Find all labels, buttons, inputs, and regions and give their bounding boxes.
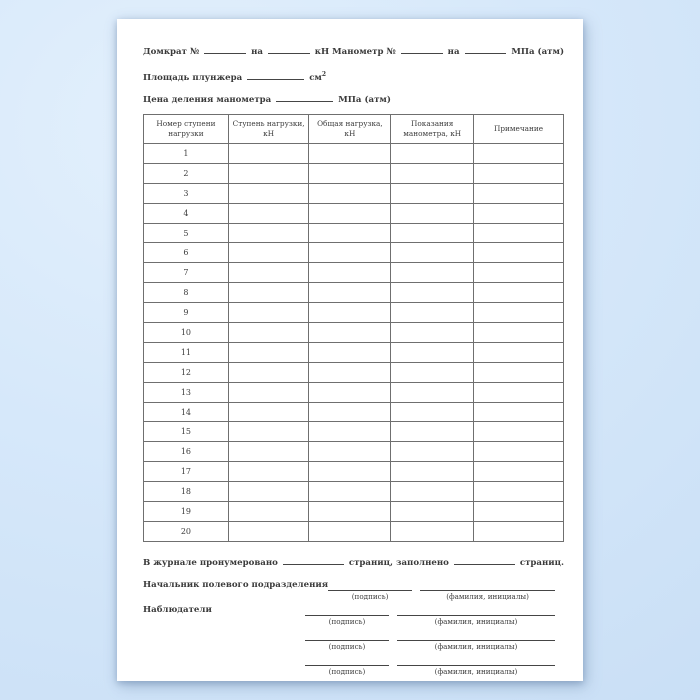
empty-cell [228,382,309,402]
table-row [144,342,564,362]
empty-cell [228,422,309,442]
jack-number-blank-field [204,44,246,54]
signature-role-label: Начальник полевого подразделения [143,579,329,590]
row-number-cell: 19 [144,502,229,522]
row-number-cell: 14 [144,402,229,422]
signature-name-line [397,630,555,641]
row-number-cell: 17 [144,462,229,482]
signature-sign-line [305,655,389,666]
table-row [144,402,564,422]
empty-cell [391,521,474,541]
manometer-range-blank-field [465,44,507,54]
empty-cell [391,482,474,502]
empty-cell [228,462,309,482]
scale-division-label: Цена деления манометра [143,95,272,105]
signature-role-label: Наблюдатели [143,604,212,615]
signature-row [143,630,564,651]
signature-sign-caption: (подпись) [351,591,389,601]
empty-cell [474,323,564,343]
table-row [144,362,564,382]
row-number-cell: 8 [144,283,229,303]
plunger-area-label: Площадь плунжера [143,73,243,83]
empty-cell [474,362,564,382]
signature-name-caption: (фамилия, инициалы) [434,616,518,626]
empty-cell [309,482,391,502]
empty-cell [391,382,474,402]
empty-cell [228,144,309,164]
row-number-cell: 7 [144,263,229,283]
empty-cell [309,263,391,283]
empty-cell [228,163,309,183]
load-steps-table [143,114,564,542]
signature-row [143,655,564,676]
empty-cell [228,223,309,243]
empty-cell [391,203,474,223]
signature-row [143,605,564,626]
empty-cell [309,283,391,303]
scale-division-blank-field [276,92,333,102]
empty-cell [228,263,309,283]
row-number-cell: 3 [144,183,229,203]
journal-numbered-label: В журнале пронумеровано [143,557,278,568]
empty-cell [391,323,474,343]
signature-name-caption: (фамилия, инициалы) [434,666,518,676]
empty-cell [309,303,391,323]
plunger-area-blank-field [247,70,304,80]
empty-cell [474,502,564,522]
table-row [144,323,564,343]
empty-cell [391,462,474,482]
table-row [144,243,564,263]
empty-cell [309,402,391,422]
row-number-cell: 13 [144,382,229,402]
empty-cell [391,144,474,164]
signature-name-line [397,605,555,616]
empty-cell [391,283,474,303]
plunger-area-unit: $см^2$ [309,71,327,83]
empty-cell [309,223,391,243]
empty-cell [391,243,474,263]
empty-cell [228,243,309,263]
jack-label: Домкрат № [143,47,200,57]
table-row [144,283,564,303]
filled-pages-blank-field [454,555,515,565]
header-cell-step-number: Номер ступени нагрузки [144,115,229,144]
empty-cell [228,402,309,422]
signature-column [397,605,555,626]
empty-cell [228,183,309,203]
empty-cell [391,422,474,442]
header-cell-load-step: Ступень нагрузки, кН [228,115,309,144]
row-number-cell: 6 [144,243,229,263]
empty-cell [228,502,309,522]
signature-sign-caption: (подпись) [328,616,366,626]
table-row [144,303,564,323]
header-cell-note: Примечание [474,115,564,144]
journal-filled-label: страниц, заполнено [348,557,449,568]
empty-cell [474,342,564,362]
row-number-cell: 9 [144,303,229,323]
signature-column [420,580,555,601]
row-number-cell: 5 [144,223,229,243]
empty-cell [391,442,474,462]
on-label: на [251,47,263,57]
empty-cell [228,303,309,323]
form-page [117,19,583,681]
table-row [144,382,564,402]
empty-cell [309,382,391,402]
empty-cell [309,462,391,482]
superscript-2: 2 [321,71,327,79]
empty-cell [309,362,391,382]
empty-cell [228,323,309,343]
empty-cell [309,442,391,462]
empty-cell [391,502,474,522]
signature-column [397,655,555,676]
jack-manometer-line [143,44,564,55]
row-number-cell: 12 [144,362,229,382]
empty-cell [228,482,309,502]
table-body [144,144,564,542]
header-cell-total-load: Общая нагрузка, кН [309,115,391,144]
table-row [144,462,564,482]
signature-name-caption: (фамилия, инициалы) [446,591,529,601]
signature-sign-caption: (подпись) [328,641,366,651]
row-number-cell: 2 [144,163,229,183]
scale-division-line [143,92,564,103]
row-number-cell: 18 [144,482,229,502]
table-row [144,422,564,442]
row-number-cell: 11 [144,342,229,362]
signature-sign-line [305,630,389,641]
journal-pages-line [143,555,564,566]
on-label-2: на [447,47,460,57]
empty-cell [309,203,391,223]
empty-cell [228,342,309,362]
empty-cell [474,521,564,541]
empty-cell [391,342,474,362]
empty-cell [228,203,309,223]
table-row [144,183,564,203]
signature-column [305,630,389,651]
empty-cell [309,521,391,541]
empty-cell [391,402,474,422]
empty-cell [228,362,309,382]
empty-cell [391,183,474,203]
empty-cell [309,163,391,183]
empty-cell [474,223,564,243]
signature-sign-line [305,605,389,616]
form-content [143,19,564,680]
table-row [144,502,564,522]
table-row [144,442,564,462]
empty-cell [474,183,564,203]
empty-cell [474,422,564,442]
header-cell-manometer-reading: Показания манометра, кН [391,115,474,144]
empty-cell [309,323,391,343]
empty-cell [474,163,564,183]
empty-cell [474,442,564,462]
table-header-row [144,115,564,144]
table-row [144,163,564,183]
empty-cell [309,243,391,263]
table-row [144,223,564,243]
signature-column [397,630,555,651]
empty-cell [474,263,564,283]
signature-block [143,580,564,676]
manometer-number-blank-field [401,44,443,54]
row-number-cell: 15 [144,422,229,442]
empty-cell [309,342,391,362]
kn-manometer-label: кН Манометр № [314,47,396,57]
numbered-pages-blank-field [283,555,344,565]
empty-cell [474,283,564,303]
table-row [144,144,564,164]
signature-column [328,580,412,601]
signature-name-caption: (фамилия, инициалы) [434,641,518,651]
journal-pages-label: страниц. [519,557,564,568]
empty-cell [228,442,309,462]
signature-column [305,655,389,676]
jack-capacity-blank-field [268,44,310,54]
table-row [144,203,564,223]
empty-cell [309,422,391,442]
empty-cell [391,303,474,323]
row-number-cell: 10 [144,323,229,343]
empty-cell [391,362,474,382]
signature-sign-caption: (подпись) [328,666,366,676]
empty-cell [228,521,309,541]
row-number-cell: 4 [144,203,229,223]
table-row [144,263,564,283]
signature-sign-line [328,580,412,591]
empty-cell [474,203,564,223]
empty-cell [474,303,564,323]
empty-cell [391,163,474,183]
signature-row [143,580,564,601]
empty-cell [474,462,564,482]
empty-cell [309,183,391,203]
empty-cell [474,382,564,402]
empty-cell [228,283,309,303]
row-number-cell: 20 [144,521,229,541]
signature-column [305,605,389,626]
row-number-cell: 16 [144,442,229,462]
empty-cell [391,263,474,283]
empty-cell [474,144,564,164]
empty-cell [474,243,564,263]
empty-cell [474,482,564,502]
scale-division-unit: МПа (атм) [338,95,391,105]
signature-name-line [397,655,555,666]
signature-name-line [420,580,555,591]
empty-cell [309,502,391,522]
plunger-area-line [143,70,564,81]
empty-cell [391,223,474,243]
empty-cell [309,144,391,164]
row-number-cell: 1 [144,144,229,164]
mpa-label: МПа (атм) [511,47,565,57]
empty-cell [474,402,564,422]
table-row [144,482,564,502]
table-row [144,521,564,541]
